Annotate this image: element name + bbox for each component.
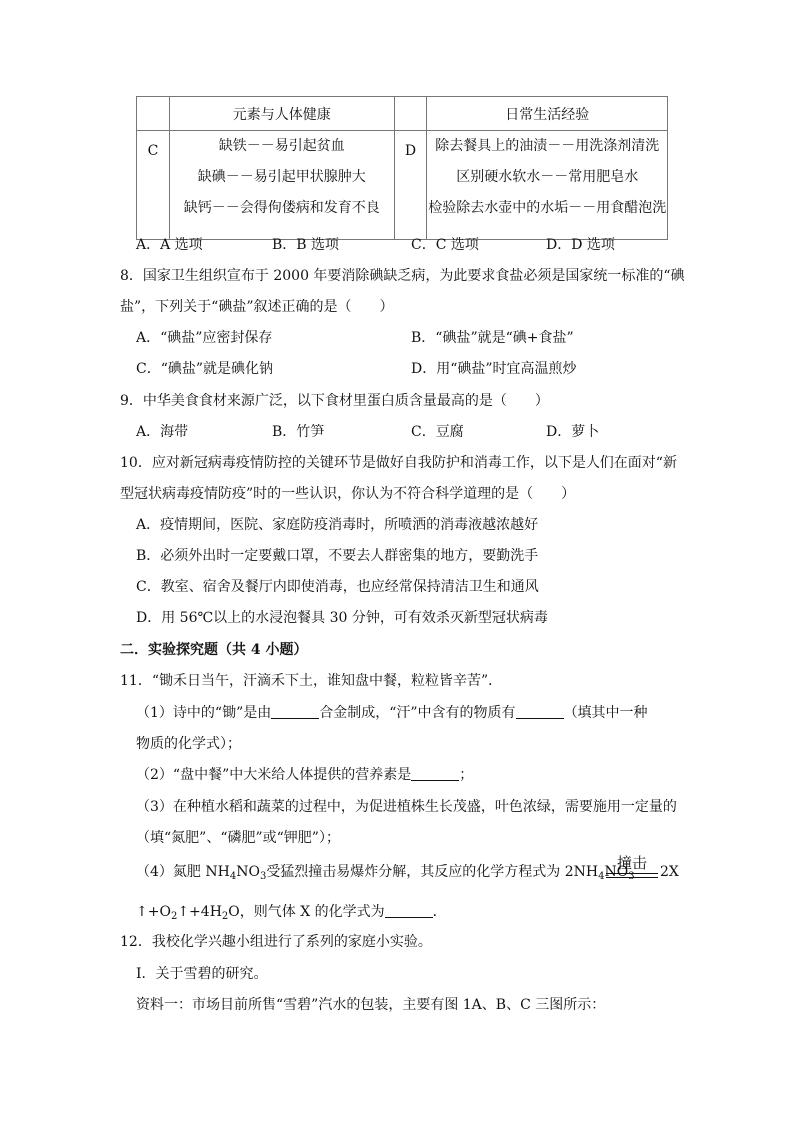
q11-part4-text: （4）氮肥 NH — [136, 864, 230, 880]
reaction-arrow — [606, 873, 658, 878]
q11-part4-text: ↑+O — [136, 904, 171, 920]
answer-blank[interactable] — [271, 704, 319, 719]
q10-option-b: B．必须外出时一定要戴口罩，不要去人群密集的地方，要勤洗手 — [136, 548, 539, 564]
q8-stem-line2: 盐”，下列关于“碘盐”叙述正确的是（ ） — [120, 299, 394, 315]
q10-stem-line1: 10．应对新冠病毒疫情防控的关键环节是做好自我防护和消毒工作，以下是人们在面对“新 — [120, 455, 677, 471]
q11-stem: 11．“锄禾日当午，汗滴禾下土，谁知盘中餐，粒粒皆辛苦”． — [120, 673, 503, 689]
q11-part4-cont — [136, 902, 447, 927]
subscript: 4 — [598, 871, 605, 882]
q9-stem: 9．中华美食食材来源广泛，以下食材里蛋白质含量最高的是（ ） — [120, 393, 549, 409]
q8-option-b: B．“碘盐”就是“碘+食盐” — [411, 330, 574, 346]
subscript: 3 — [628, 871, 635, 882]
q11-part4-text: NO — [604, 864, 629, 880]
q11-part1-cont: 物质的化学式）； — [136, 736, 241, 752]
table-line: 缺铁－－易引起贫血 — [218, 138, 345, 154]
row-letter-d: D — [394, 131, 427, 240]
q11-part1-text: 合金制成，“汗”中含有的物质有 — [319, 705, 516, 721]
q11-part4-text: ． — [432, 904, 447, 920]
q11-part4-text: 受猛烈撞击易爆炸分解，其反应的化学方程式为 2NH — [266, 864, 599, 880]
answer-blank[interactable] — [385, 903, 433, 918]
q10-option-a: A．疫情期间，医院、家庭防疫消毒时，所喷洒的消毒液越浓越好 — [136, 517, 539, 533]
table-header-right: 日常生活经验 — [427, 97, 668, 131]
q12-stem: 12．我校化学兴趣小组进行了系列的家庭小实验。 — [120, 934, 432, 950]
equation-product: 2X — [660, 864, 679, 880]
q7-option-b: B．B 选项 — [272, 237, 340, 253]
q9-option-d: D．萝卜 — [546, 424, 600, 440]
q11-part1-text: （1）诗中的“锄”是由 — [136, 705, 272, 721]
q11-part1-text: （填其中一种 — [563, 705, 648, 721]
subscript: 2 — [170, 911, 178, 922]
q8-option-d: D．用“碘盐”时宜高温煎炒 — [411, 361, 577, 377]
q10-stem-line2: 型冠状病毒疫情防疫”时的一些认识，你认为不符合科学道理的是（ ） — [120, 486, 576, 502]
q11-part2-text: ； — [459, 767, 474, 783]
q12-part1: Ⅰ．关于雪碧的研究。 — [136, 966, 268, 982]
q11-part2-text: （2）“盘中餐”中大米给人体提供的营养素是 — [136, 767, 412, 783]
table-line: 检验除去水壶中的水垢－－用食醋泡洗 — [428, 200, 667, 216]
q11-part1 — [136, 703, 648, 723]
q11-part4-text: ↑+4H — [177, 904, 222, 920]
row-letter-c: C — [137, 131, 170, 240]
table-line: 缺钙－－会得佝偻病和发育不良 — [183, 200, 380, 216]
q7-option-a: A．A 选项 — [136, 237, 203, 253]
subscript: 2 — [221, 911, 229, 922]
right-cell — [427, 131, 668, 240]
q11-part4-text: O，则气体 X 的化学式为 — [228, 904, 385, 920]
q8-stem-line1: 8．国家卫生组织宣布于 2000 年要消除碘缺乏病，为此要求食盐必须是国家统一标准的“碘 — [120, 268, 685, 284]
q9-option-b: B．竹笋 — [272, 424, 325, 440]
q8-option-c: C．“碘盐”就是碘化钠 — [136, 361, 274, 377]
q11-part3: （3）在种植水稻和蔬菜的过程中，为促进植株生长茂盛，叶色浓绿，需要施用一定量的 — [136, 799, 677, 815]
section-heading: 二．实验探究题（共 4 小题） — [120, 642, 308, 658]
q11-part2 — [136, 765, 473, 785]
answer-blank[interactable] — [411, 766, 459, 781]
answer-blank[interactable] — [516, 704, 564, 719]
subscript: 4 — [229, 871, 237, 882]
q11-part4-text: NO — [236, 864, 260, 880]
q9-option-a: A．海带 — [136, 424, 189, 440]
comparison-table — [136, 96, 668, 240]
q10-option-c: C．教室、宿舍及餐厅内即使消毒，也应经常保持清洁卫生和通风 — [136, 579, 539, 595]
left-cell — [169, 131, 394, 240]
q7-option-c: C．C 选项 — [411, 237, 479, 253]
q7-option-d: D．D 选项 — [546, 237, 615, 253]
table-corner-cell — [394, 97, 427, 131]
table-line: 区别硬水软水－－常用肥皂水 — [456, 169, 639, 185]
table-corner-cell — [137, 97, 170, 131]
q8-option-a: A．“碘盐”应密封保存 — [136, 330, 273, 346]
q11-part4 — [136, 862, 635, 887]
subscript: 3 — [259, 871, 267, 882]
table-line: 除去餐具上的油渍－－用洗涤剂清洗 — [435, 138, 660, 154]
table-header-left: 元素与人体健康 — [169, 97, 394, 131]
q9-option-c: C．豆腐 — [411, 424, 464, 440]
table-line: 缺碘－－易引起甲状腺肿大 — [197, 169, 366, 185]
q10-option-d: D．用 56℃以上的水浸泡餐具 30 分钟，可有效杀灭新型冠状病毒 — [136, 610, 548, 626]
q11-part3-cont: （填“氮肥”、“磷肥”或“钾肥”）； — [136, 830, 340, 846]
reaction-condition: 撞击 — [616, 854, 647, 872]
q12-info1: 资料一：市场目前所售“雪碧”汽水的包装，主要有图 1A、B、C 三图所示： — [136, 997, 606, 1013]
